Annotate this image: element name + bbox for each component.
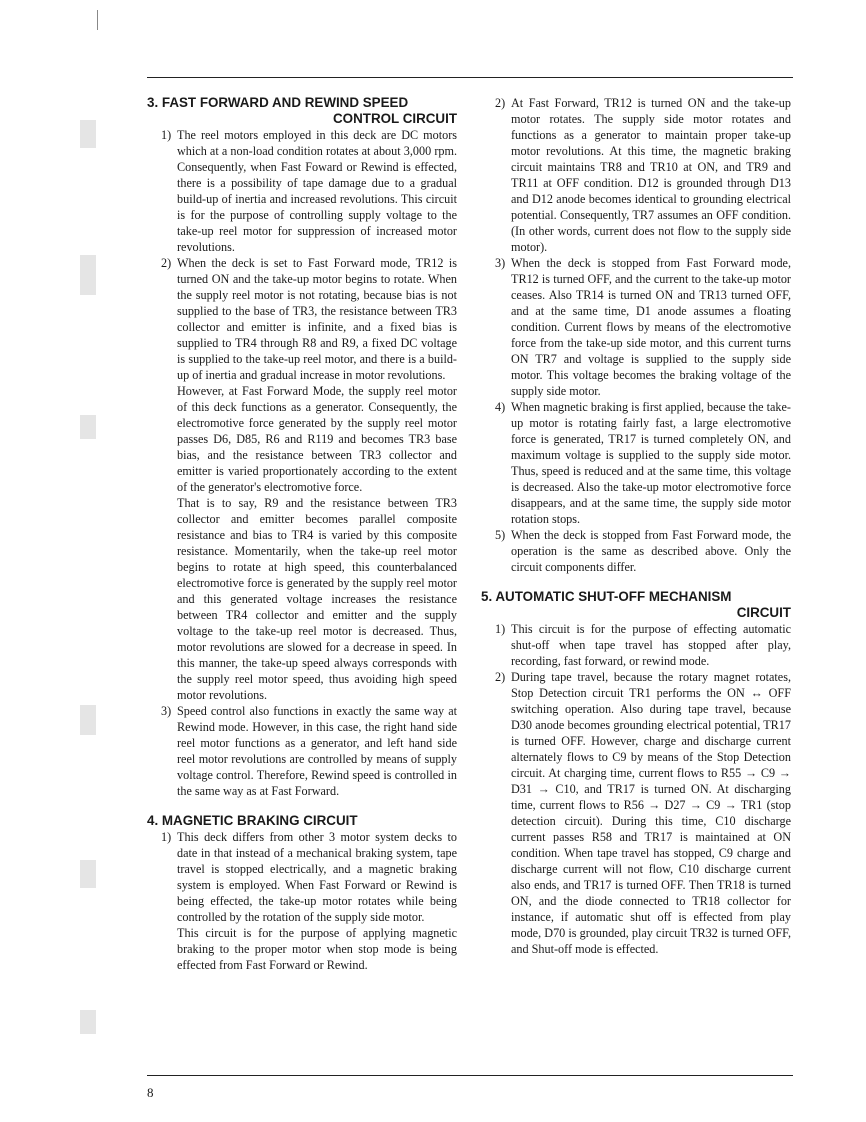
list-item: 2) During tape travel, because the rotary magnet rotates, Stop Detection circuit TR1 performs the ON ↔ OFF switching operation. Also during tape travel, because D30 anode becomes grounding electrical potential, TR17 is turned OFF. However, charge and discharge current alternately flows to C9 by means of the Stop Detection circuit. At charging time, current flows to R55 → C9 → D31 → C10, and TR17 is turned ON. At discharging time, current flows to R56 → D27 → C9 → TR1 (stop detection circuit). During this time, C10 discharge current passes R58 and TR17 is maintained at ON condition. When tape travel has stopped, C9 charge and discharge current will not flow, C10 discharge current also ends, and TR17 is turned OFF. Then TR18 is turned ON, and the diode connected to TR18 collector for instance, if automatic shut off is effected from play mode, D70 is grounded, play circuit TR32 is turned OFF, and Shut-off mode is effected. bbox=[495, 670, 791, 956]
page-number: 8 bbox=[147, 1085, 154, 1100]
paragraph: This deck differs from other 3 motor system decks to date in that instead of a mechanical braking system, tape travel is stopped electrically, and a magnetic braking system is employed. When Fast Forward or Rewind is being effected, the take-up motor rotates while being controlled by the rotation of the supply side motor. bbox=[177, 830, 457, 924]
paragraph: That is to say, R9 and the resistance between TR3 collector and emitter becomes parallel composite resistance and bias to TR4 is varied by this composite resistance. Momentarily, when the take-up reel motor begins to rotate at high speed, this counterbalanced electromotive force is generated by the supply reel motor and this generated voltage increases the resistance between TR4 collector and emitter and the supply voltage to the take-up reel motor is decreased. Thus, motor revolutions are slowed for a decrease in speed. In this manner, the take-up speed always corresponds with the supply reel motor speed, thus avoiding high speed motor revolutions. bbox=[177, 496, 457, 702]
scan-edge-mark bbox=[97, 10, 98, 30]
list-item: 1) The reel motors employed in this deck are DC motors which at a non-load condition rotates at about 3,000 rpm. Consequently, when Fast Foward or Rewind is effected, there is a possibility of tape damage due to a gradual build-up of inertia and increased revolutions. This circuit is for the purpose of controlling supply voltage to the take-up reel motor for suppression of increased motor revolutions. bbox=[161, 128, 457, 254]
list-item: 3) When the deck is stopped from Fast Forward mode, TR12 is turned OFF, and the current to the take-up motor ceases. Also TR14 is turned ON and TR13 turned OFF, and at the same time, D1 anode assumes a floating condition. Current flows by means of the electromotive force from the take-up side motor, and this current turns ON TR7 and voltage is supplied to the supply side motor. This voltage becomes the braking voltage of the supply side motor. bbox=[495, 256, 791, 398]
paragraph: When the deck is stopped from Fast Forward mode, TR12 is turned OFF, and the current to the take-up motor ceases. Also TR14 is turned ON and TR13 turned OFF, and at the same time, D1 anode assumes a floating condition. Current flows by means of the electromotive force from the take-up side motor, and this current turns ON TR7 and voltage is supplied to the supply side motor. This voltage becomes the braking voltage of the supply side motor. bbox=[511, 256, 791, 398]
list-item: 1) This deck differs from other 3 motor system decks to date in that instead of a mechanical braking system, tape travel is stopped electrically, and a magnetic braking system is employed. When Fast Forward or Rewind is being effected, the take-up motor rotates while being controlled by the rotation of the supply side motor. This circuit is for the purpose of applying magnetic braking to the proper motor when stop mode is being effected from Fast Forward or Rewind. bbox=[161, 830, 457, 972]
scan-noise bbox=[80, 255, 96, 295]
list-item: 2) When the deck is set to Fast Forward mode, TR12 is turned ON and the take-up motor begins to rotate. When the supply reel motor is not rotating, because bias is not supplied to the base of TR3, the resistance between TR3 collector and emitter is infinite, and a fixed bias is supplied to TR4 through R8 and R9, a fixed DC voltage is supplied to the take-up reel motor, and there is a build-up of inertia and gradual increase in motor revolutions. However, at Fast Forward Mode, the supply reel motor of this deck functions as a generator. Consequently, the electromotive force generated by the supply reel motor passes D6, D85, R6 and R119 and becomes TR3 base bias, and the resistance between TR3 collector and emitter is varied proportionately according to the extent of the generator's electromotive force. That is to say, R9 and the resistance between TR3 collector and emitter becomes parallel composite resistance and bias to TR4 is varied by this composite resistance. Momentarily, when the take-up reel motor begins to rotate at high speed, this counterbalanced electromotive force is generated by the supply reel motor and this generated voltage increases the resistance between TR4 collector and emitter and the supply voltage to the take-up reel motor is decreased. Thus, motor revolutions are slowed for a decrease in speed. In this manner, the take-up speed always corresponds with the supply reel motor speed, thus avoiding high speed motor revolutions. bbox=[161, 256, 457, 702]
paragraph: At Fast Forward, TR12 is turned ON and the take-up motor rotates. The supply side motor rotates and functions as a generator to maintain proper take-up motor revolutions. At this time, the magnetic braking circuit maintains TR8 and TR10 at ON, and TR9 and TR11 at OFF condition. D12 is grounded through D13 and D12 anode becomes identical to grounding electrical potential. Consequently, TR7 assumes an OFF condition. (In other words, current does not flow to the supply side motor). bbox=[511, 96, 791, 254]
paragraph: This circuit is for the purpose of effecting automatic shut-off when tape travel has stopped after play, recording, fast forward, or rewind mode. bbox=[511, 622, 791, 668]
list-item: 3) Speed control also functions in exactly the same way at Rewind mode. However, in this case, the right hand side reel motor functions as a generator, and left hand side reel motor revolutions are controlled by means of supply voltage control. Therefore, Rewind speed is controlled in the same way as at Fast Forward. bbox=[161, 704, 457, 798]
paragraph: Speed control also functions in exactly the same way at Rewind mode. However, in this case, the right hand side reel motor functions as a generator, and left hand side reel motor revolutions are controlled by means of supply voltage control. Therefore, Rewind speed is controlled in the same way as at Fast Forward. bbox=[177, 704, 457, 798]
bottom-rule bbox=[147, 1075, 793, 1076]
list-item: 4) When magnetic braking is first applied, because the take-up motor is rotating fairly fast, a large electromotive force is generated, TR17 is turned completely ON, and maximum voltage is supplied to the supply side motor. Thus, speed is reduced and at the same time, this voltage is decreased. Also the take-up motor electromotive force disappears, and at the same time, the supply side motor rotation stops. bbox=[495, 400, 791, 526]
paragraph: When the deck is stopped from Fast Forward mode, the operation is the same as described above. Only the circuit components differ. bbox=[511, 528, 791, 574]
section-heading-magnetic-braking: 4. MAGNETIC BRAKING CIRCUIT bbox=[147, 813, 358, 828]
paragraph: The reel motors employed in this deck are DC motors which at a non-load condition rotates at about 3,000 rpm. Consequently, when Fast Foward or Rewind is effected, there is a possibility of tape damage due to a gradual build-up of inertia and increased revolutions. This circuit is for the purpose of controlling supply voltage to the take-up reel motor for suppression of increased motor revolutions. bbox=[177, 128, 457, 254]
scan-noise bbox=[80, 705, 96, 735]
list-item: 2) At Fast Forward, TR12 is turned ON and the take-up motor rotates. The supply side motor rotates and functions as a generator to maintain proper take-up motor revolutions. At this time, the magnetic braking circuit maintains TR8 and TR10 at ON, and TR9 and TR11 at OFF condition. D12 is grounded through D13 and D12 anode becomes identical to grounding electrical potential. Consequently, TR7 assumes an OFF condition. (In other words, current does not flow to the supply side motor). bbox=[495, 96, 791, 254]
paragraph: When magnetic braking is first applied, because the take-up motor is rotating fairly fast, a large electromotive force is generated, TR17 is turned completely ON, and maximum voltage is supplied to the supply side motor. Thus, speed is reduced and at the same time, this voltage is decreased. Also the take-up motor electromotive force disappears, and at the same time, the supply side motor rotation stops. bbox=[511, 400, 791, 526]
top-rule bbox=[147, 77, 793, 78]
scan-noise bbox=[80, 120, 96, 148]
scan-noise bbox=[80, 415, 96, 439]
list-item: 5) When the deck is stopped from Fast Forward mode, the operation is the same as described above. Only the circuit components differ. bbox=[495, 528, 791, 574]
paragraph: This circuit is for the purpose of applying magnetic braking to the proper motor when stop mode is being effected from Fast Forward or Rewind. bbox=[177, 926, 457, 972]
scan-noise bbox=[80, 860, 96, 888]
right-column bbox=[481, 95, 791, 957]
section-heading-auto-shutoff: 5. AUTOMATIC SHUT-OFF MECHANISM CIRCUIT bbox=[481, 589, 791, 620]
paragraph: During tape travel, because the rotary magnet rotates, Stop Detection circuit TR1 performs the ON ↔ OFF switching operation. Also during tape travel, because D30 anode becomes grounding electrical potential, TR17 is turned OFF. However, charge and discharge current alternately flows to C9 by means of the Stop Detection circuit. At charging time, current flows to R55 → C9 → D31 → C10, and TR17 is turned ON. At discharging time, current flows to R56 → D27 → C9 → TR1 (stop detection circuit). During this time, C10 discharge current passes R58 and TR17 is maintained at ON condition. When tape travel has stopped, C9 charge and discharge current will not flow, C10 discharge current also ends, and TR17 is turned OFF. Then TR18 is turned ON, and the diode connected to TR18 collector for instance, if automatic shut off is effected from play mode, D70 is grounded, play circuit TR32 is turned OFF, and Shut-off mode is effected. bbox=[511, 670, 791, 956]
scan-noise bbox=[80, 1010, 96, 1034]
list-item: 1) This circuit is for the purpose of effecting automatic shut-off when tape travel has stopped after play, recording, fast forward, or rewind mode. bbox=[495, 622, 791, 668]
section-heading-fast-forward: 3. FAST FORWARD AND REWIND SPEED CONTROL CIRCUIT bbox=[147, 95, 457, 126]
paragraph: However, at Fast Forward Mode, the supply reel motor of this deck functions as a generator. Consequently, the electromotive force generated by the supply reel motor passes D6, D85, R6 and R119 and becomes TR3 base bias, and the resistance between TR3 collector and emitter is varied proportionately according to the extent of the generator's electromotive force. bbox=[177, 384, 457, 494]
left-column bbox=[147, 95, 457, 973]
paragraph: When the deck is set to Fast Forward mode, TR12 is turned ON and the take-up motor begins to rotate. When the supply reel motor is not rotating, because bias is not supplied to the base of TR3, the resistance between TR3 collector and emitter is infinite, and a fixed bias is supplied to TR4 through R8 and R9, a fixed DC voltage is supplied to the take-up reel motor, and there is a build-up of inertia and gradual increase in motor revolutions. bbox=[177, 256, 457, 382]
